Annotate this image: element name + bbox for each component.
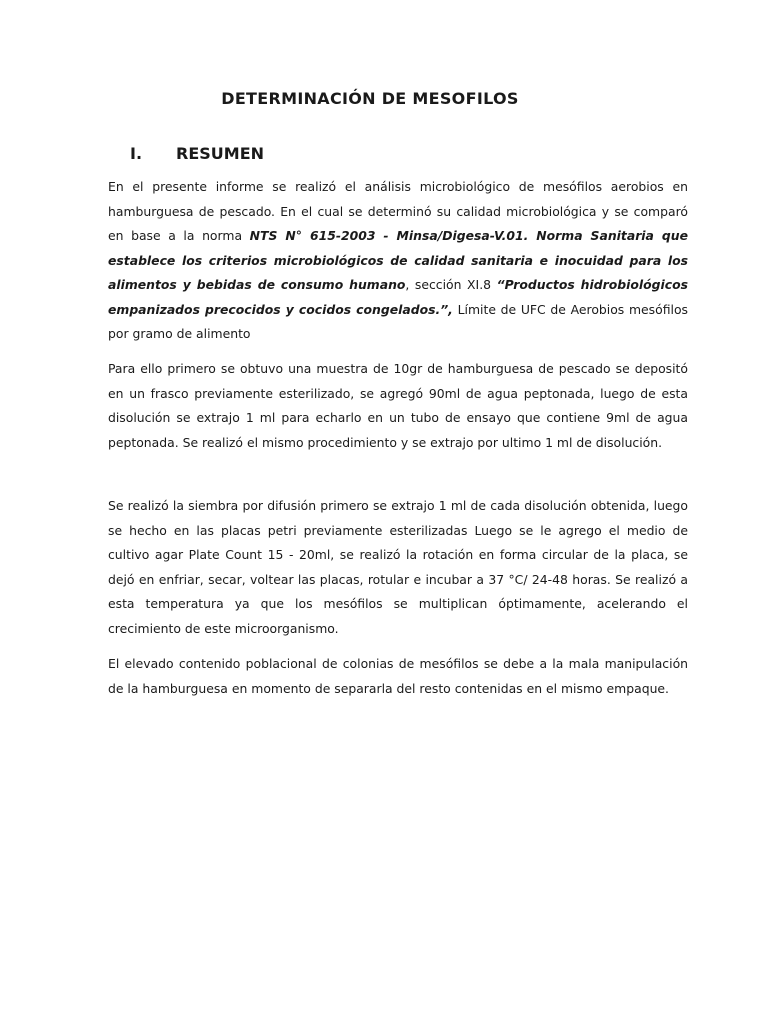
section-number: I. xyxy=(130,144,143,163)
paragraph-sample-preparation xyxy=(108,357,688,455)
paragraph-sowing-method xyxy=(108,494,688,641)
p1-text-a: En el presente informe se realizó el análisis microbiológico de mesófilos aerobios en hamburguesa de pescado. En el cual se determinó su calidad microbiológica y se comparó en base a la norma xyxy=(108,179,688,243)
paragraph-2-text: Para ello primero se obtuvo una muestra de 10gr de hamburguesa de pescado se depositó en un frasco previamente esterilizado, se agregó 90ml de agua peptonada, luego de esta disolución se extrajo 1 ml para echarlo en un tubo de ensayo que contiene 9ml de agua peptonada. Se realizó el mismo procedimiento y se extrajo por ultimo 1 ml de disolución. xyxy=(108,361,688,450)
paragraph-3-text: Se realizó la siembra por difusión primero se extrajo 1 ml de cada disolución obtenida, luego se hecho en las placas petri previamente esterilizadas Luego se le agrego el medio de cultivo agar Plate Count 15 - 20ml, se realizó la rotación en forma circular de la placa, se dejó en enfriar, secar, voltear las placas, rotular e incubar a 37 °C/ 24-48 horas. Se realizó a esta temperatura ya que los mesófilos se multiplican óptimamente, acelerando el crecimiento de este microorganismo. xyxy=(108,498,688,636)
p1-norm-reference: NTS N° 615-2003 - Minsa/Digesa-V.01. Norma Sanitaria que establece los criterios microbiológicos de calidad sanitaria e inocuidad para los alimentos y bebidas de consumo humano xyxy=(108,228,688,292)
paragraph-1-text xyxy=(108,175,688,347)
section-heading xyxy=(130,144,264,163)
p1-text-c: , sección XI.8 xyxy=(405,277,497,292)
document-title: DETERMINACIÓN DE MESOFILOS xyxy=(221,89,519,108)
paragraph-4-text: El elevado contenido poblacional de colonias de mesófilos se debe a la mala manipulación de la hamburguesa en momento de separarla del resto contenidas en el mismo empaque. xyxy=(108,656,688,696)
p1-product-category: “Productos hidrobiológicos empanizados precocidos y cocidos congelados.”, xyxy=(108,277,688,317)
p1-text-e: Límite de UFC de Aerobios mesófilos por gramo de alimento xyxy=(108,301,688,341)
paragraph-conclusion xyxy=(108,652,688,701)
section-title: RESUMEN xyxy=(176,144,265,163)
paragraph-summary-intro xyxy=(108,175,688,347)
